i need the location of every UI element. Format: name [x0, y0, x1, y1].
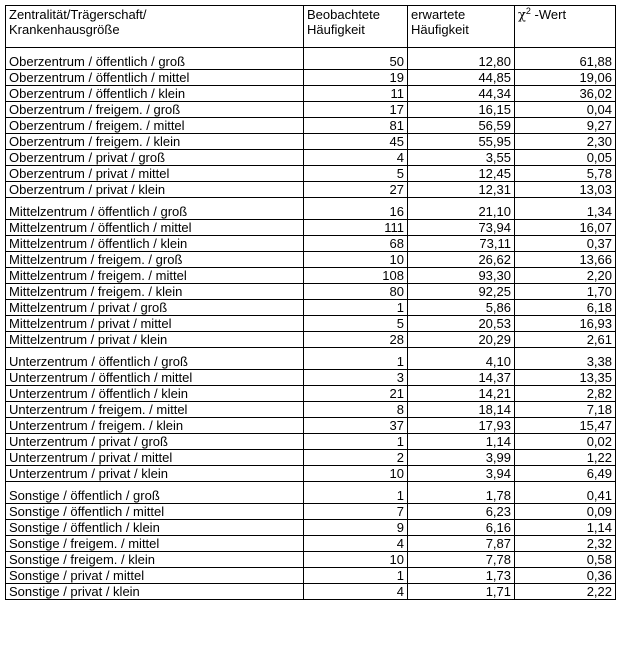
- table-row: [6, 348, 616, 370]
- header-category-line2: Krankenhausgröße: [9, 22, 120, 37]
- table-row: [6, 504, 616, 520]
- expected-cell: 93,30: [408, 268, 515, 284]
- table-row: [6, 236, 616, 252]
- chi2-cell: 0,05: [515, 150, 616, 166]
- table-row: [6, 584, 616, 600]
- observed-cell: 50: [304, 48, 408, 70]
- header-expected: [408, 6, 515, 48]
- observed-cell: 21: [304, 386, 408, 402]
- category-cell: Unterzentrum / privat / klein: [6, 466, 304, 482]
- chi2-cell: 2,61: [515, 332, 616, 348]
- chi2-cell: 0,09: [515, 504, 616, 520]
- chi-superscript: 2: [525, 6, 531, 16]
- category-cell: Oberzentrum / öffentlich / groß: [6, 48, 304, 70]
- observed-cell: 4: [304, 150, 408, 166]
- table-row: [6, 552, 616, 568]
- expected-cell: 56,59: [408, 118, 515, 134]
- table-row: [6, 150, 616, 166]
- table-row: [6, 332, 616, 348]
- table-row: [6, 268, 616, 284]
- expected-cell: 44,34: [408, 86, 515, 102]
- observed-cell: 28: [304, 332, 408, 348]
- category-cell: Sonstige / öffentlich / groß: [6, 482, 304, 504]
- category-cell: Oberzentrum / freigem. / klein: [6, 134, 304, 150]
- chi2-cell: 6,49: [515, 466, 616, 482]
- table-row: [6, 568, 616, 584]
- chi-symbol: χ: [518, 8, 526, 23]
- chi2-cell: 13,03: [515, 182, 616, 198]
- expected-cell: 3,99: [408, 450, 515, 466]
- observed-cell: 5: [304, 316, 408, 332]
- expected-cell: 12,80: [408, 48, 515, 70]
- table-row: [6, 102, 616, 118]
- category-cell: Mittelzentrum / öffentlich / groß: [6, 198, 304, 220]
- expected-cell: 3,55: [408, 150, 515, 166]
- category-cell: Oberzentrum / freigem. / mittel: [6, 118, 304, 134]
- table-row: [6, 482, 616, 504]
- category-cell: Unterzentrum / freigem. / mittel: [6, 402, 304, 418]
- expected-cell: 1,73: [408, 568, 515, 584]
- observed-cell: 81: [304, 118, 408, 134]
- observed-cell: 1: [304, 434, 408, 450]
- table-row: [6, 284, 616, 300]
- chi2-cell: 16,93: [515, 316, 616, 332]
- chi2-cell: 1,22: [515, 450, 616, 466]
- category-cell: Unterzentrum / öffentlich / klein: [6, 386, 304, 402]
- chi2-cell: 5,78: [515, 166, 616, 182]
- chi2-cell: 0,37: [515, 236, 616, 252]
- chi2-cell: 0,36: [515, 568, 616, 584]
- expected-cell: 73,11: [408, 236, 515, 252]
- observed-cell: 9: [304, 520, 408, 536]
- observed-cell: 4: [304, 584, 408, 600]
- chi2-cell: 0,41: [515, 482, 616, 504]
- expected-cell: 44,85: [408, 70, 515, 86]
- chi2-cell: 61,88: [515, 48, 616, 70]
- observed-cell: 16: [304, 198, 408, 220]
- expected-cell: 12,45: [408, 166, 515, 182]
- category-cell: Sonstige / freigem. / klein: [6, 552, 304, 568]
- expected-cell: 55,95: [408, 134, 515, 150]
- table-row: [6, 220, 616, 236]
- chi2-cell: 13,35: [515, 370, 616, 386]
- observed-cell: 1: [304, 300, 408, 316]
- table-row: [6, 48, 616, 70]
- header-chi2: [515, 6, 616, 48]
- chi2-cell: 13,66: [515, 252, 616, 268]
- observed-cell: 45: [304, 134, 408, 150]
- chi2-cell: 0,04: [515, 102, 616, 118]
- header-category-line1: Zentralität/Trägerschaft/: [9, 7, 147, 22]
- expected-cell: 21,10: [408, 198, 515, 220]
- table-header: [6, 6, 616, 48]
- table-row: [6, 166, 616, 182]
- expected-cell: 3,94: [408, 466, 515, 482]
- expected-cell: 12,31: [408, 182, 515, 198]
- observed-cell: 8: [304, 402, 408, 418]
- observed-cell: 68: [304, 236, 408, 252]
- observed-cell: 10: [304, 252, 408, 268]
- header-observed-line1: Beobachtete: [307, 7, 381, 22]
- observed-cell: 11: [304, 86, 408, 102]
- header-expected-line2: Häufigkeit: [411, 22, 469, 37]
- chi2-cell: 2,32: [515, 536, 616, 552]
- category-cell: Unterzentrum / öffentlich / mittel: [6, 370, 304, 386]
- expected-cell: 14,37: [408, 370, 515, 386]
- chi2-cell: 1,34: [515, 198, 616, 220]
- observed-cell: 5: [304, 166, 408, 182]
- expected-cell: 20,29: [408, 332, 515, 348]
- chi2-cell: 15,47: [515, 418, 616, 434]
- chi2-cell: 1,14: [515, 520, 616, 536]
- expected-cell: 16,15: [408, 102, 515, 118]
- table-row: [6, 466, 616, 482]
- expected-cell: 1,78: [408, 482, 515, 504]
- chi2-cell: 9,27: [515, 118, 616, 134]
- chi2-cell: 0,58: [515, 552, 616, 568]
- expected-cell: 18,14: [408, 402, 515, 418]
- category-cell: Unterzentrum / privat / groß: [6, 434, 304, 450]
- chi2-cell: 7,18: [515, 402, 616, 418]
- category-cell: Oberzentrum / freigem. / groß: [6, 102, 304, 118]
- expected-cell: 17,93: [408, 418, 515, 434]
- table-row: [6, 134, 616, 150]
- observed-cell: 80: [304, 284, 408, 300]
- table-row: [6, 316, 616, 332]
- observed-cell: 3: [304, 370, 408, 386]
- observed-cell: 1: [304, 348, 408, 370]
- table-row: [6, 86, 616, 102]
- expected-cell: 6,23: [408, 504, 515, 520]
- chi2-cell: 1,70: [515, 284, 616, 300]
- header-category: [6, 6, 304, 48]
- observed-cell: 7: [304, 504, 408, 520]
- expected-cell: 7,87: [408, 536, 515, 552]
- category-cell: Mittelzentrum / freigem. / klein: [6, 284, 304, 300]
- chi2-cell: 36,02: [515, 86, 616, 102]
- category-cell: Mittelzentrum / freigem. / mittel: [6, 268, 304, 284]
- table-row: [6, 252, 616, 268]
- observed-cell: 4: [304, 536, 408, 552]
- expected-cell: 4,10: [408, 348, 515, 370]
- header-observed-line2: Häufigkeit: [307, 22, 365, 37]
- observed-cell: 1: [304, 568, 408, 584]
- category-cell: Sonstige / privat / klein: [6, 584, 304, 600]
- expected-cell: 73,94: [408, 220, 515, 236]
- chi2-cell: 2,82: [515, 386, 616, 402]
- chi2-cell: 2,30: [515, 134, 616, 150]
- category-cell: Oberzentrum / privat / mittel: [6, 166, 304, 182]
- category-cell: Unterzentrum / privat / mittel: [6, 450, 304, 466]
- category-cell: Mittelzentrum / freigem. / groß: [6, 252, 304, 268]
- chi-square-table: [5, 5, 616, 600]
- table-row: [6, 70, 616, 86]
- category-cell: Mittelzentrum / privat / klein: [6, 332, 304, 348]
- chi2-cell: 6,18: [515, 300, 616, 316]
- expected-cell: 14,21: [408, 386, 515, 402]
- category-cell: Sonstige / freigem. / mittel: [6, 536, 304, 552]
- chi2-cell: 2,20: [515, 268, 616, 284]
- table-row: [6, 520, 616, 536]
- table-row: [6, 434, 616, 450]
- category-cell: Mittelzentrum / privat / mittel: [6, 316, 304, 332]
- observed-cell: 27: [304, 182, 408, 198]
- category-cell: Unterzentrum / freigem. / klein: [6, 418, 304, 434]
- observed-cell: 17: [304, 102, 408, 118]
- observed-cell: 10: [304, 466, 408, 482]
- table-row: [6, 198, 616, 220]
- table-row: [6, 386, 616, 402]
- expected-cell: 7,78: [408, 552, 515, 568]
- observed-cell: 19: [304, 70, 408, 86]
- header-chi2-label: -Wert: [530, 7, 567, 22]
- category-cell: Unterzentrum / öffentlich / groß: [6, 348, 304, 370]
- chi2-cell: 16,07: [515, 220, 616, 236]
- observed-cell: 2: [304, 450, 408, 466]
- category-cell: Mittelzentrum / privat / groß: [6, 300, 304, 316]
- header-row: [6, 6, 616, 48]
- table-body: [6, 48, 616, 600]
- category-cell: Sonstige / öffentlich / klein: [6, 520, 304, 536]
- table-row: [6, 402, 616, 418]
- chi2-cell: 3,38: [515, 348, 616, 370]
- table-row: [6, 182, 616, 198]
- category-cell: Mittelzentrum / öffentlich / mittel: [6, 220, 304, 236]
- category-cell: Oberzentrum / privat / klein: [6, 182, 304, 198]
- expected-cell: 92,25: [408, 284, 515, 300]
- observed-cell: 108: [304, 268, 408, 284]
- expected-cell: 5,86: [408, 300, 515, 316]
- category-cell: Oberzentrum / öffentlich / mittel: [6, 70, 304, 86]
- expected-cell: 20,53: [408, 316, 515, 332]
- table-row: [6, 370, 616, 386]
- expected-cell: 26,62: [408, 252, 515, 268]
- chi2-cell: 19,06: [515, 70, 616, 86]
- observed-cell: 111: [304, 220, 408, 236]
- observed-cell: 37: [304, 418, 408, 434]
- observed-cell: 1: [304, 482, 408, 504]
- expected-cell: 1,14: [408, 434, 515, 450]
- table-row: [6, 536, 616, 552]
- table-row: [6, 418, 616, 434]
- observed-cell: 10: [304, 552, 408, 568]
- category-cell: Sonstige / privat / mittel: [6, 568, 304, 584]
- table-row: [6, 118, 616, 134]
- expected-cell: 1,71: [408, 584, 515, 600]
- chi2-cell: 2,22: [515, 584, 616, 600]
- table-row: [6, 300, 616, 316]
- header-observed: [304, 6, 408, 48]
- category-cell: Sonstige / öffentlich / mittel: [6, 504, 304, 520]
- table-row: [6, 450, 616, 466]
- header-expected-line1: erwartete: [411, 7, 466, 22]
- category-cell: Oberzentrum / privat / groß: [6, 150, 304, 166]
- chi2-cell: 0,02: [515, 434, 616, 450]
- category-cell: Mittelzentrum / öffentlich / klein: [6, 236, 304, 252]
- category-cell: Oberzentrum / öffentlich / klein: [6, 86, 304, 102]
- expected-cell: 6,16: [408, 520, 515, 536]
